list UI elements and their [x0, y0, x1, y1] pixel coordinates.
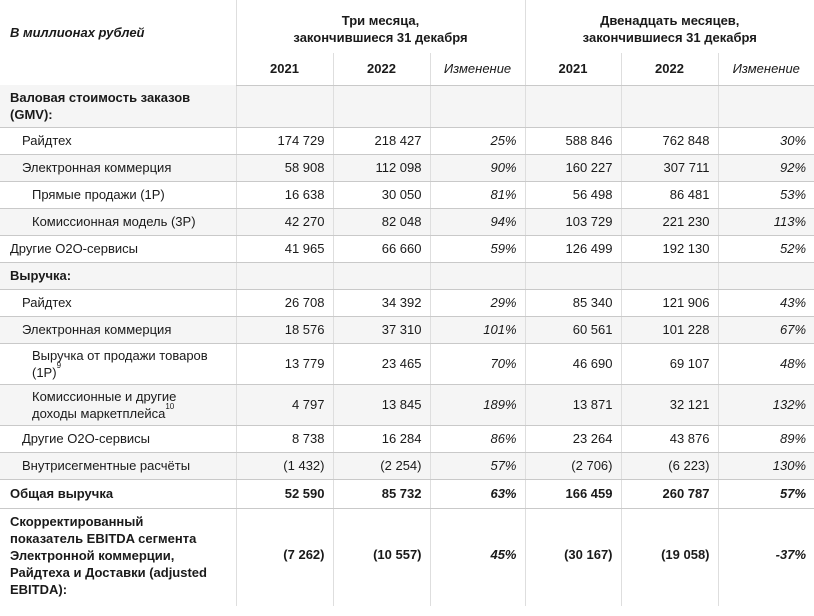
cell-ychange: 43% [718, 289, 814, 316]
row-label-line2-wrap [32, 401, 230, 422]
cell-y2022: 221 230 [621, 208, 718, 235]
cell-y2021: 56 498 [525, 181, 621, 208]
cell-q2021: 52 590 [236, 479, 333, 508]
cell-qchange: 94% [430, 208, 525, 235]
cell-qchange: 90% [430, 154, 525, 181]
cell-q2021: 58 908 [236, 154, 333, 181]
cell-y2022: 86 481 [621, 181, 718, 208]
cell-q2021: 13 779 [236, 343, 333, 384]
cell-ychange: 130% [718, 452, 814, 479]
cell-q2022: (10 557) [333, 508, 430, 606]
cell-q2021: 18 576 [236, 316, 333, 343]
cell-ychange: 67% [718, 316, 814, 343]
row-label-line1: Выручка от продажи товаров [32, 347, 208, 363]
cell-y2021: 13 871 [525, 384, 621, 425]
unit-label: В миллионах рублей [10, 25, 145, 40]
ebitda-row [0, 508, 814, 606]
cell-qchange: 70% [430, 343, 525, 384]
cell-q2021: 4 797 [236, 384, 333, 425]
cell-ychange: 53% [718, 181, 814, 208]
three-months-header [236, 0, 525, 53]
cell-qchange: 86% [430, 425, 525, 452]
year-2022-header-y: 2022 [621, 53, 718, 85]
cell-ychange: 89% [718, 425, 814, 452]
row-label: Райдтех [0, 289, 236, 316]
year-2022-header-q: 2022 [333, 53, 430, 85]
cell-y2021: (2 706) [525, 452, 621, 479]
footnote-marker: 9 [56, 360, 62, 370]
cell-y2022: 121 906 [621, 289, 718, 316]
cell-y2021: 85 340 [525, 289, 621, 316]
cell-y2022: 32 121 [621, 384, 718, 425]
cell-q2021: 16 638 [236, 181, 333, 208]
cell-y2021: 46 690 [525, 343, 621, 384]
twelve-months-header [525, 0, 814, 53]
table-row [0, 181, 814, 208]
cell-y2022: (6 223) [621, 452, 718, 479]
cell-qchange: 57% [430, 452, 525, 479]
row-label-line1: Комиссионные и другие [32, 388, 177, 404]
row-label-line2: доходы маркетплейса [32, 405, 166, 421]
year-2021-header-y: 2021 [525, 53, 621, 85]
cell-y2022: 192 130 [621, 235, 718, 262]
table-row [0, 289, 814, 316]
table-row [0, 208, 814, 235]
cell-q2021: 26 708 [236, 289, 333, 316]
cell-qchange: 25% [430, 127, 525, 154]
row-label: Электронная коммерция [0, 154, 236, 181]
row-label-line3: Электронной коммерции, [10, 547, 175, 563]
cell-q2022: 218 427 [333, 127, 430, 154]
cell-ychange: 48% [718, 343, 814, 384]
cell-y2022: 260 787 [621, 479, 718, 508]
three-months-header-line1: Три месяца, [341, 13, 420, 28]
revenue-section-title: Выручка: [0, 262, 236, 289]
cell-q2022: 16 284 [333, 425, 430, 452]
cell-q2021: (1 432) [236, 452, 333, 479]
row-label: Прямые продажи (1P) [0, 181, 236, 208]
cell-y2021: 166 459 [525, 479, 621, 508]
gmv-section-title: Валовая стоимость заказов (GMV): [0, 85, 236, 127]
cell-qchange: 189% [430, 384, 525, 425]
cell-y2022: 43 876 [621, 425, 718, 452]
table-row [0, 452, 814, 479]
cell-qchange: 29% [430, 289, 525, 316]
table-row [0, 316, 814, 343]
row-label-line1: Скорректированный [10, 513, 144, 529]
cell-q2021: 42 270 [236, 208, 333, 235]
twelve-months-header-line2: закончившиеся 31 декабря [582, 30, 757, 45]
header-group-row [0, 0, 814, 53]
table-row [0, 343, 814, 384]
cell-ychange: -37% [718, 508, 814, 606]
cell-q2022: 13 845 [333, 384, 430, 425]
cell-y2022: (19 058) [621, 508, 718, 606]
row-label: Райдтех [0, 127, 236, 154]
total-revenue-row [0, 479, 814, 508]
cell-q2022: 30 050 [333, 181, 430, 208]
row-label: Другие O2O-сервисы [0, 235, 236, 262]
table-row [0, 127, 814, 154]
cell-q2022: 112 098 [333, 154, 430, 181]
table-row [0, 235, 814, 262]
cell-y2022: 101 228 [621, 316, 718, 343]
cell-y2022: 69 107 [621, 343, 718, 384]
cell-y2021: 126 499 [525, 235, 621, 262]
row-label: Электронная коммерция [0, 316, 236, 343]
cell-q2022: 82 048 [333, 208, 430, 235]
cell-y2021: 23 264 [525, 425, 621, 452]
cell-q2022: (2 254) [333, 452, 430, 479]
cell-ychange: 132% [718, 384, 814, 425]
row-label-line2: (1P) [32, 364, 57, 380]
cell-qchange: 101% [430, 316, 525, 343]
row-label: Внутрисегментные расчёты [0, 452, 236, 479]
cell-q2022: 85 732 [333, 479, 430, 508]
cell-y2021: 60 561 [525, 316, 621, 343]
cell-qchange: 81% [430, 181, 525, 208]
row-label: Общая выручка [0, 479, 236, 508]
cell-qchange: 59% [430, 235, 525, 262]
cell-y2021: 103 729 [525, 208, 621, 235]
cell-q2021: 174 729 [236, 127, 333, 154]
row-label [0, 384, 236, 425]
gmv-section-row [0, 85, 814, 127]
twelve-months-header-line1: Двенадцать месяцев, [600, 13, 740, 28]
cell-ychange: 92% [718, 154, 814, 181]
table-row [0, 425, 814, 452]
three-months-header-line2: закончившиеся 31 декабря [293, 30, 468, 45]
cell-ychange: 57% [718, 479, 814, 508]
table-row [0, 154, 814, 181]
cell-qchange: 63% [430, 479, 525, 508]
cell-y2021: 588 846 [525, 127, 621, 154]
year-2021-header-q: 2021 [236, 53, 333, 85]
row-label: Другие O2O-сервисы [0, 425, 236, 452]
row-label-line2: показатель EBITDA сегмента [10, 530, 197, 546]
cell-y2021: 160 227 [525, 154, 621, 181]
cell-ychange: 113% [718, 208, 814, 235]
cell-q2021: (7 262) [236, 508, 333, 606]
table-row [0, 384, 814, 425]
row-label-line5: EBITDA): [10, 581, 68, 597]
row-label-line4: Райдтеха и Доставки (adjusted [10, 564, 207, 580]
row-label [0, 508, 236, 606]
row-label [0, 343, 236, 384]
row-label-line2-wrap [32, 360, 230, 381]
row-label: Комиссионная модель (3P) [0, 208, 236, 235]
revenue-section-row [0, 262, 814, 289]
change-header-q: Изменение [430, 53, 525, 85]
cell-q2022: 66 660 [333, 235, 430, 262]
cell-y2022: 307 711 [621, 154, 718, 181]
cell-q2022: 34 392 [333, 289, 430, 316]
footnote-marker: 10 [165, 401, 175, 411]
cell-ychange: 30% [718, 127, 814, 154]
cell-qchange: 45% [430, 508, 525, 606]
change-header-y: Изменение [718, 53, 814, 85]
cell-q2022: 37 310 [333, 316, 430, 343]
cell-y2022: 762 848 [621, 127, 718, 154]
cell-q2022: 23 465 [333, 343, 430, 384]
cell-y2021: (30 167) [525, 508, 621, 606]
cell-q2021: 8 738 [236, 425, 333, 452]
cell-q2021: 41 965 [236, 235, 333, 262]
cell-ychange: 52% [718, 235, 814, 262]
